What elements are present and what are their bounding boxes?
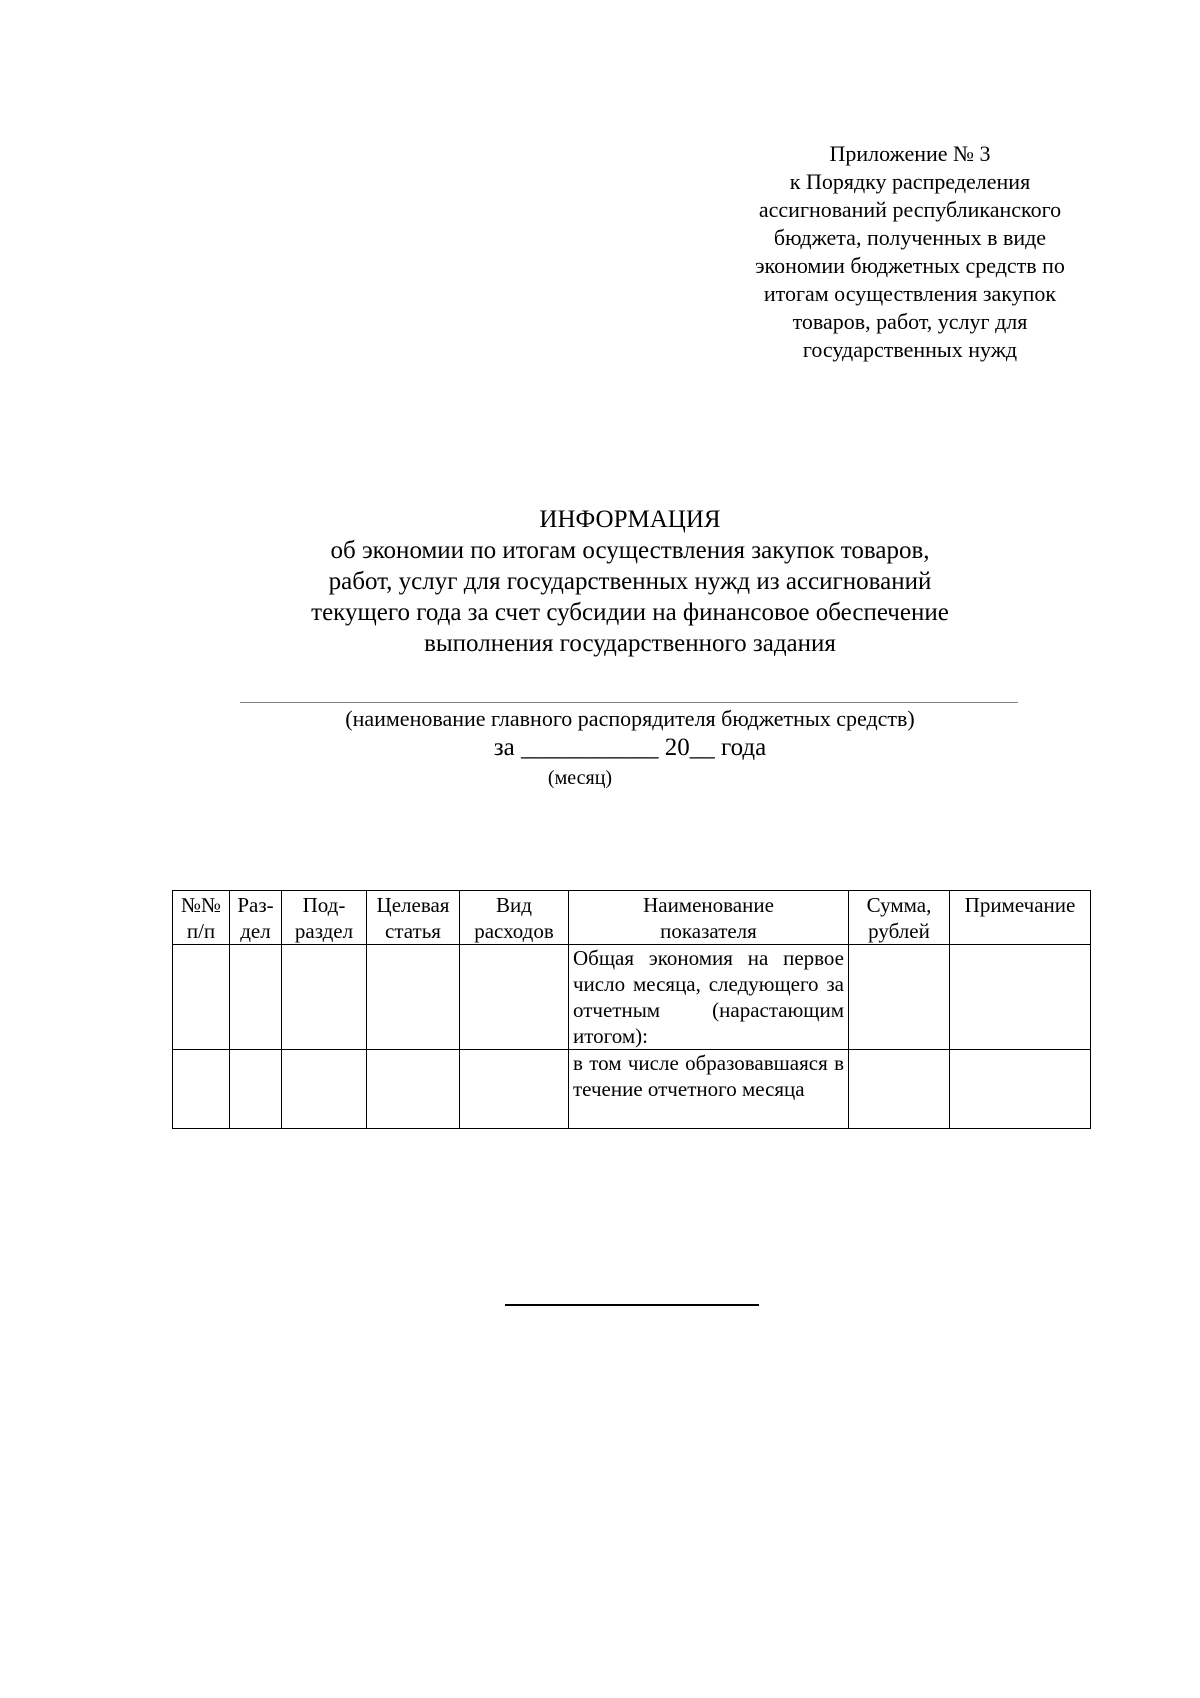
appendix-note: [720, 140, 1100, 364]
header-cell-subsection: Под- раздел: [282, 891, 367, 945]
cell-target-article: [367, 1050, 460, 1129]
cell-note: [950, 945, 1091, 1050]
document-title: [240, 504, 1020, 659]
header-cell-indicator-name: Наименование показателя: [569, 891, 849, 945]
appendix-line: государственных нужд: [802, 337, 1018, 362]
header-cell-note: Примечание: [950, 891, 1091, 945]
header-cell-amount: Сумма, рублей: [849, 891, 950, 945]
cell-number: [173, 945, 230, 1050]
title-line: текущего года за счет субсидии на финансовое обеспечение: [311, 599, 949, 626]
title-heading: ИНФОРМАЦИЯ: [539, 506, 721, 533]
cell-section: [230, 945, 282, 1050]
table-header-row: [173, 891, 1091, 945]
appendix-line: ассигнований республиканского: [758, 197, 1062, 222]
cell-indicator-name: в том числе образовавшаяся в течение отчетного месяца: [569, 1050, 849, 1129]
appendix-line: Приложение № 3: [829, 141, 991, 166]
org-name-fill-line: [240, 702, 1018, 703]
table-row: [173, 1050, 1091, 1129]
cell-amount: [849, 945, 950, 1050]
header-cell-number: №№ п/п: [173, 891, 230, 945]
economy-report-table: [172, 890, 1091, 1129]
cell-subsection: [282, 1050, 367, 1129]
cell-expense-type: [460, 1050, 569, 1129]
cell-target-article: [367, 945, 460, 1050]
appendix-line: к Порядку распределения: [789, 169, 1031, 194]
title-line: работ, услуг для государственных нужд из ассигнований: [328, 568, 932, 595]
title-line: об экономии по итогам осуществления закупок товаров,: [330, 537, 930, 564]
appendix-line: товаров, работ, услуг для: [792, 309, 1028, 334]
month-caption: (месяц): [547, 767, 613, 789]
appendix-line: экономии бюджетных средств по: [755, 253, 1065, 278]
header-cell-target-article: Целевая статья: [367, 891, 460, 945]
cell-indicator-name: Общая экономия на первое число месяца, следующего за отчетным (нарастающим итогом):: [569, 945, 849, 1050]
cell-section: [230, 1050, 282, 1129]
header-cell-section: Раз- дел: [230, 891, 282, 945]
reporting-period-line: за ___________ 20__ года: [493, 734, 767, 761]
title-line: выполнения государственного задания: [424, 630, 836, 657]
org-name-caption: (наименование главного распорядителя бюджетных средств): [345, 706, 915, 731]
table-row: [173, 945, 1091, 1050]
cell-expense-type: [460, 945, 569, 1050]
appendix-line: бюджета, полученных в виде: [773, 225, 1047, 250]
cell-number: [173, 1050, 230, 1129]
cell-amount: [849, 1050, 950, 1129]
appendix-line: итогам осуществления закупок: [763, 281, 1057, 306]
cell-subsection: [282, 945, 367, 1050]
cell-note: [950, 1050, 1091, 1129]
signature-line: [505, 1304, 759, 1306]
header-cell-expense-type: Вид расходов: [460, 891, 569, 945]
